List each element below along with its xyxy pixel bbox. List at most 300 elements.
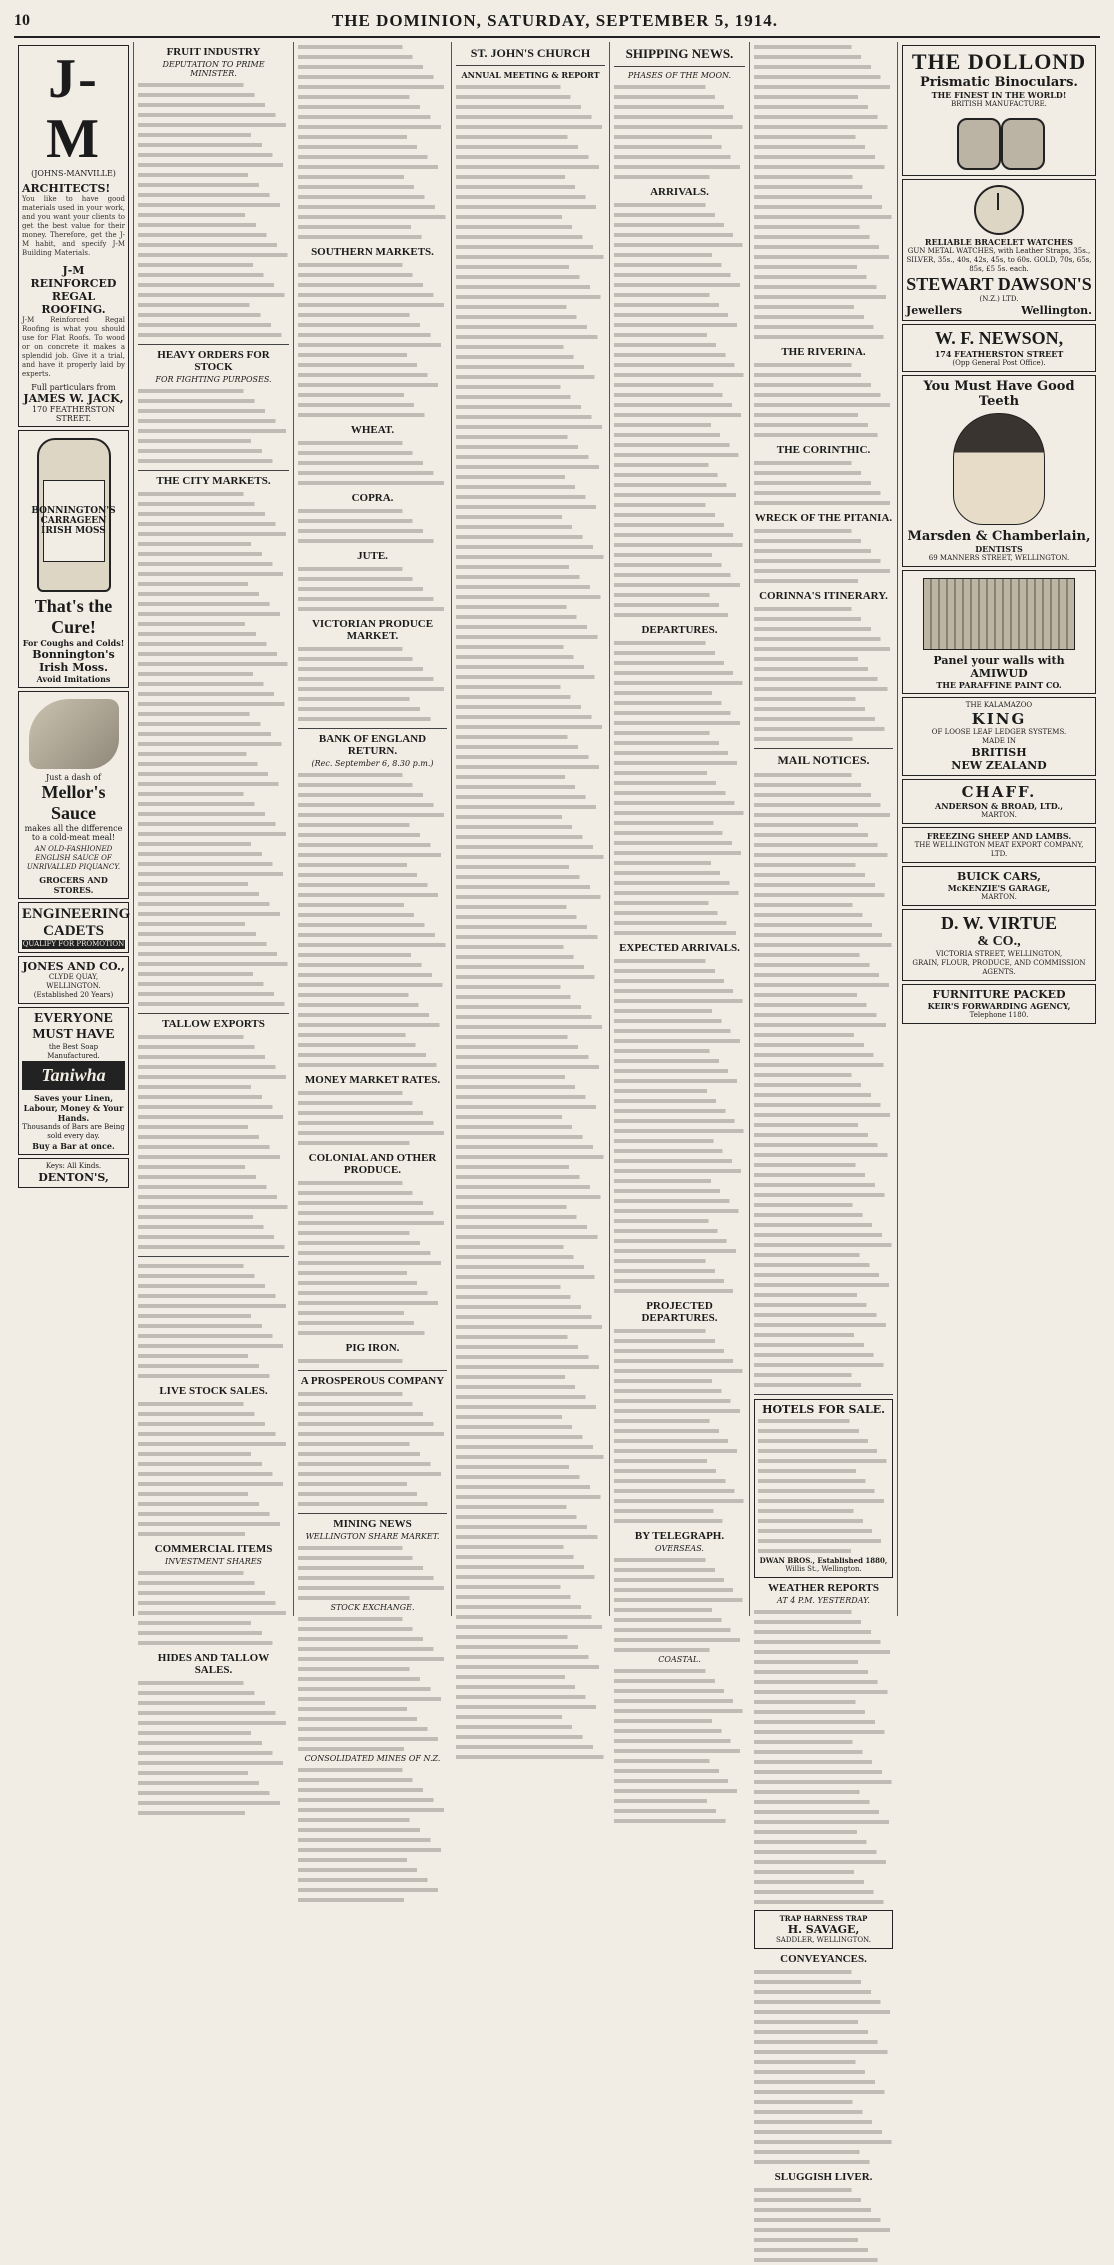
text-line [456, 892, 605, 902]
text-line [298, 1479, 447, 1489]
divider [298, 728, 447, 729]
text-line [754, 1627, 893, 1637]
text-line [298, 1389, 447, 1399]
text-line [298, 1060, 447, 1070]
text-line [754, 1130, 893, 1140]
text-line [298, 1288, 447, 1298]
text-line [298, 310, 447, 320]
text-line [298, 704, 447, 714]
text-line [754, 42, 893, 52]
text-line [138, 1321, 289, 1331]
text-line [456, 932, 605, 942]
text-line [138, 979, 289, 989]
text-line [138, 1042, 289, 1052]
buick: BUICK CARS, [957, 870, 1041, 883]
text-line [456, 1652, 605, 1662]
text-line [456, 1372, 605, 1382]
text-line [614, 112, 745, 122]
shipping-heading: SHIPPING NEWS. [625, 46, 734, 61]
text-line [614, 610, 745, 620]
text-line [456, 432, 605, 442]
architects-heading: ARCHITECTS! [22, 182, 111, 195]
text-line [754, 1090, 893, 1100]
text-line [614, 1736, 745, 1746]
text-line [298, 400, 447, 410]
text-line [138, 1479, 289, 1489]
made-in: MADE IN [981, 737, 1017, 745]
text-line [614, 152, 745, 162]
text-line [754, 920, 893, 930]
copra-heading: COPRA. [351, 492, 394, 504]
text-line [456, 662, 605, 672]
heavy-orders-text [138, 386, 289, 466]
text-line [754, 654, 893, 664]
text-line [754, 1717, 893, 1727]
text-line [758, 1546, 889, 1556]
text-line [138, 579, 289, 589]
trap-harness: TRAP HARNESS TRAP [779, 1914, 868, 1923]
text-line [456, 342, 605, 352]
text-line [614, 828, 745, 838]
text-line [614, 530, 745, 540]
riverina-heading: THE RIVERINA. [781, 346, 866, 358]
jm-subtitle: (JOHNS-MANVILLE) [31, 169, 116, 178]
text-line [456, 232, 605, 242]
text-line [456, 222, 605, 232]
text-line [754, 624, 893, 634]
text-line [298, 1228, 447, 1238]
text-line [614, 1226, 745, 1236]
text-line [456, 182, 605, 192]
text-line [138, 310, 289, 320]
text-line [614, 1816, 745, 1826]
text-line [754, 1190, 893, 1200]
text-line [614, 648, 745, 658]
text-line [138, 549, 289, 559]
divider [456, 65, 605, 66]
for-coughs: For Coughs and Colds! [22, 638, 125, 648]
saddler-advert [754, 1910, 893, 1949]
text-line [138, 1331, 289, 1341]
text-line [614, 1516, 745, 1526]
city-markets-text [138, 489, 289, 1009]
text-line [754, 1380, 893, 1390]
text-line [298, 1499, 447, 1509]
text-line [754, 1250, 893, 1260]
newson: W. F. NEWSON, [934, 328, 1064, 348]
prosperous-text [298, 1389, 447, 1509]
text-line [138, 889, 289, 899]
text-line [456, 1562, 605, 1572]
text-line [754, 940, 893, 950]
text-line [298, 1805, 447, 1815]
divider [298, 1370, 447, 1371]
text-line [138, 240, 289, 250]
text-line [456, 1532, 605, 1542]
text-line [456, 152, 605, 162]
mellor-line: makes all the difference to a cold-meat meal! [24, 824, 123, 842]
text-line [298, 1198, 447, 1208]
jm-advert [18, 45, 129, 427]
tallow-heading: TALLOW EXPORTS [162, 1018, 265, 1030]
text-line [138, 1638, 289, 1648]
text-line [138, 130, 289, 140]
text-line [614, 898, 745, 908]
new-zealand: NEW ZEALAND [951, 759, 1047, 772]
text-line [754, 360, 893, 370]
jute-text [298, 564, 447, 614]
text-line [614, 1286, 745, 1296]
text-line [754, 2127, 893, 2137]
text-line [754, 1050, 893, 1060]
text-line [138, 569, 289, 579]
text-line [456, 1322, 605, 1332]
text-line [754, 132, 893, 142]
denton-advert [18, 1158, 129, 1188]
text-line [614, 1186, 745, 1196]
text-line [456, 592, 605, 602]
text-line [614, 1575, 745, 1585]
text-line [754, 1697, 893, 1707]
text-line [456, 1082, 605, 1092]
text-line [298, 410, 447, 420]
text-line [138, 519, 289, 529]
text-line [614, 260, 745, 270]
consolidated-text [298, 1765, 447, 1905]
weather-text [754, 1607, 893, 1907]
text-line [456, 1282, 605, 1292]
agent-address: 170 FEATHERSTON STREET. [31, 405, 116, 423]
text-line [456, 1392, 605, 1402]
stewart-nz: (N.Z.) LTD. [979, 295, 1019, 303]
marsden-advert [902, 375, 1096, 567]
text-line [614, 918, 745, 928]
text-line [298, 1724, 447, 1734]
text-line [138, 1588, 289, 1598]
text-line [456, 1492, 605, 1502]
cadets: CADETS [43, 923, 104, 939]
text-line [138, 180, 289, 190]
text-line [754, 390, 893, 400]
grocers: GROCERS AND STORES. [39, 875, 108, 895]
text-line [138, 1102, 289, 1112]
text-line [614, 310, 745, 320]
text-line [614, 410, 745, 420]
text-line [138, 1469, 289, 1479]
arrivals-text [614, 200, 745, 620]
expected-heading: EXPECTED ARRIVALS. [619, 942, 740, 954]
masthead [14, 6, 1100, 38]
text-line [754, 420, 893, 430]
hides-heading: HIDES AND TALLOW SALES. [157, 1652, 270, 1676]
text-line [754, 2077, 893, 2087]
text-line [456, 752, 605, 762]
text-line [614, 92, 745, 102]
divider [298, 1513, 447, 1514]
text-line [614, 1336, 745, 1346]
text-line [456, 212, 605, 222]
text-line [456, 1402, 605, 1412]
text-line [456, 732, 605, 742]
best-soap: the Best Soap Manufactured. [47, 1043, 100, 1060]
text-line [138, 1678, 289, 1688]
text-line [754, 2057, 893, 2067]
text-line [298, 1308, 447, 1318]
text-line [614, 470, 745, 480]
divider [138, 470, 289, 471]
text-line [614, 1635, 745, 1645]
text-line [456, 262, 605, 272]
mellor-advert [18, 691, 129, 899]
text-line [456, 812, 605, 822]
text-line [138, 416, 289, 426]
text-line [138, 589, 289, 599]
text-line [614, 768, 745, 778]
text-line [754, 990, 893, 1000]
text-line [138, 1371, 289, 1381]
text-line [754, 1617, 893, 1627]
overseas-subheading: OVERSEAS. [655, 1544, 704, 1553]
text-line [456, 1142, 605, 1152]
text-line [138, 509, 289, 519]
text-line [614, 818, 745, 828]
text-line [614, 1446, 745, 1456]
text-line [298, 584, 447, 594]
text-line [138, 1608, 289, 1618]
text-line [456, 822, 605, 832]
text-line [754, 102, 893, 112]
text-line [754, 1727, 893, 1737]
text-line [614, 1396, 745, 1406]
text-line [754, 800, 893, 810]
text-line [614, 1086, 745, 1096]
text-line [614, 210, 745, 220]
text-line [456, 1202, 605, 1212]
text-line [754, 1020, 893, 1030]
text-line [754, 380, 893, 390]
british: BRITISH [971, 746, 1027, 759]
text-line [456, 1382, 605, 1392]
text-line [754, 1080, 893, 1090]
stjohn-heading: ST. JOHN'S CHURCH [470, 46, 591, 60]
text-line [754, 322, 893, 332]
coastal-text [614, 1666, 745, 1826]
text-line [298, 1593, 447, 1603]
text-line [138, 1808, 289, 1818]
text-line [298, 820, 447, 830]
text-line [456, 1672, 605, 1682]
text-line [754, 2097, 893, 2107]
text-line [298, 270, 447, 280]
meat-export: THE WELLINGTON MEAT EXPORT COMPANY, LTD. [914, 841, 1084, 858]
text-line [456, 1422, 605, 1432]
text-line [754, 1340, 893, 1350]
text-line [614, 520, 745, 530]
overseas-text [614, 1555, 745, 1655]
text-line [614, 1426, 745, 1436]
bank-table [298, 770, 447, 1070]
text-line [138, 200, 289, 210]
live-stock-text [138, 1399, 289, 1539]
text-line [614, 142, 745, 152]
text-line [754, 1070, 893, 1080]
text-line [298, 132, 447, 142]
text-line [614, 360, 745, 370]
text-line [298, 930, 447, 940]
text-line [754, 1300, 893, 1310]
text-line [754, 644, 893, 654]
text-line [754, 332, 893, 342]
text-line [138, 489, 289, 499]
departures-text [614, 638, 745, 938]
consolidated-subheading: CONSOLIDATED MINES OF N.Z. [304, 1754, 441, 1763]
text-line [456, 202, 605, 212]
text-line [298, 52, 447, 62]
text-line [754, 212, 893, 222]
bank-subheading: (Rec. September 6, 8.30 p.m.) [311, 759, 434, 768]
text-line [456, 512, 605, 522]
saves: Saves your Linen, Labour, Money & Your Hands. [23, 1093, 124, 1123]
text-line [754, 1360, 893, 1370]
text-line [456, 1342, 605, 1352]
text-line [758, 1416, 889, 1426]
text-line [298, 290, 447, 300]
text-line [758, 1506, 889, 1516]
text-line [138, 709, 289, 719]
bonnington-brand: Bonnington's [32, 648, 115, 661]
text-line [138, 949, 289, 959]
text-line [754, 970, 893, 980]
text-line [754, 890, 893, 900]
text-line [138, 250, 289, 260]
text-line [614, 1486, 745, 1496]
text-line [754, 1707, 893, 1717]
text-line [298, 260, 447, 270]
text-line [754, 770, 893, 780]
text-line [754, 1877, 893, 1887]
engineering: ENGINEERING [22, 906, 131, 922]
text-line [298, 222, 447, 232]
text-line [754, 566, 893, 576]
stjohn-subheading: ANNUAL MEETING & REPORT [461, 70, 600, 80]
text-line [138, 999, 289, 1009]
shipping-continued-text [754, 42, 893, 342]
text-line [614, 1216, 745, 1226]
mellor-dash: Just a dash of [45, 773, 101, 782]
text-line [138, 1598, 289, 1608]
text-line [754, 142, 893, 152]
dollond-advert [902, 45, 1096, 176]
text-line [456, 1072, 605, 1082]
text-line [456, 1332, 605, 1342]
text-line [614, 708, 745, 718]
text-line [754, 1370, 893, 1380]
text-line [758, 1446, 889, 1456]
text-line [456, 1472, 605, 1482]
text-line [754, 1817, 893, 1827]
text-line [298, 438, 447, 448]
text-line [456, 1632, 605, 1642]
moon-table [614, 82, 745, 182]
text-line [456, 1552, 605, 1562]
text-line [138, 190, 289, 200]
text-line [754, 1967, 893, 1977]
text-line [754, 1230, 893, 1240]
mail-text [754, 770, 893, 1390]
text-line [754, 1607, 893, 1617]
text-line [754, 1757, 893, 1767]
text-line [754, 1807, 893, 1817]
markets-text [298, 42, 447, 242]
text-line [138, 426, 289, 436]
text-line [754, 1797, 893, 1807]
text-line [298, 1238, 447, 1248]
king: KING [971, 710, 1027, 728]
text-line [456, 1192, 605, 1202]
text-line [754, 694, 893, 704]
text-line [754, 242, 893, 252]
text-line [138, 300, 289, 310]
text-line [298, 890, 447, 900]
stewart-dawson: STEWART DAWSON'S [906, 274, 1092, 294]
savage-name: H. SAVAGE, [787, 1923, 860, 1936]
fruit-article-text [138, 80, 289, 340]
text-line [138, 150, 289, 160]
text-line [138, 280, 289, 290]
bracelet-watches: RELIABLE BRACELET WATCHES [924, 237, 1074, 247]
text-line [298, 526, 447, 536]
column-2 [134, 42, 294, 1676]
text-line [298, 840, 447, 850]
text-line [298, 1098, 447, 1108]
text-line [298, 950, 447, 960]
text-line [456, 612, 605, 622]
text-line [754, 714, 893, 724]
text-line [298, 1298, 447, 1308]
text-line [138, 639, 289, 649]
text-line [456, 902, 605, 912]
text-line [138, 396, 289, 406]
text-line [456, 762, 605, 772]
text-line [138, 1222, 289, 1232]
text-line [138, 1439, 289, 1449]
newson-advert [902, 324, 1096, 372]
southern-markets-heading: SOUTHERN MARKETS. [311, 246, 434, 258]
text-line [456, 332, 605, 342]
text-line [138, 769, 289, 779]
text-line [614, 1585, 745, 1595]
text-line [298, 1020, 447, 1030]
text-line [298, 1118, 447, 1128]
colonial-text [298, 1178, 447, 1338]
text-line [298, 1734, 447, 1744]
text-line [298, 232, 447, 242]
furniture: FURNITURE PACKED [932, 988, 1066, 1001]
text-line [754, 232, 893, 242]
text-line [754, 52, 893, 62]
text-line [298, 850, 447, 860]
text-line [614, 1136, 745, 1146]
thousands: Thousands of Bars are Being sold every day. [22, 1123, 125, 1140]
text-line [298, 202, 447, 212]
text-line [456, 82, 605, 92]
text-line [456, 572, 605, 582]
text-line [614, 1776, 745, 1786]
text-line [754, 1737, 893, 1747]
text-line [614, 1176, 745, 1186]
text-line [298, 644, 447, 654]
text-line [754, 1657, 893, 1667]
